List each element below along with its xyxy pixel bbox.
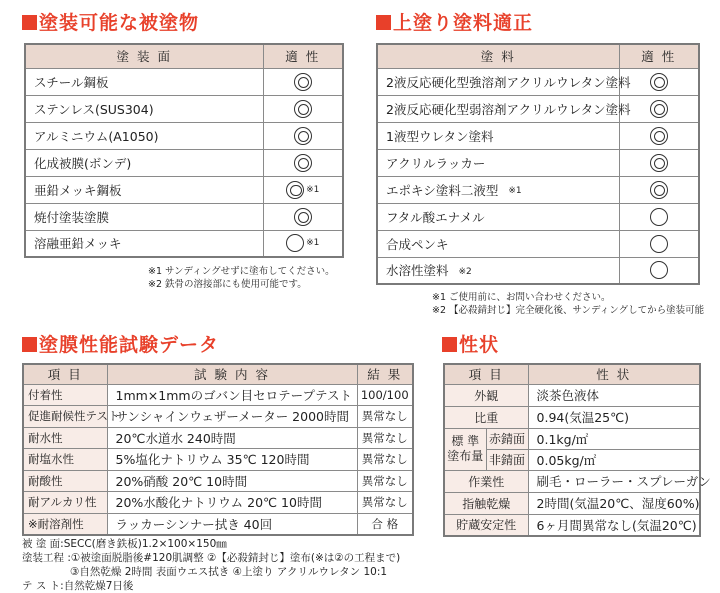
topcoat-note-1: ※1 ご使用前に、お問い合わせください。	[432, 292, 611, 303]
coverage-rust-label: 赤錆面	[486, 428, 528, 449]
row-note: ※1	[306, 238, 320, 249]
gravity-value: 0.94(気温25℃)	[528, 406, 700, 428]
double-circle-icon	[294, 127, 312, 145]
double-circle-icon	[650, 181, 668, 199]
header-item: 項 目	[444, 364, 528, 384]
table-row	[23, 427, 413, 449]
row-fit	[619, 230, 699, 257]
test-result: 異常なし	[357, 427, 413, 449]
table-row	[444, 492, 700, 514]
header-fit: 適 性	[263, 44, 343, 68]
substrates-heading: 塗装可能な被塗物	[22, 8, 199, 35]
table-header	[25, 44, 343, 68]
double-circle-icon	[294, 208, 312, 226]
row-fit	[263, 230, 343, 257]
table-row	[377, 230, 699, 257]
double-circle-icon	[294, 100, 312, 118]
test-content: 5%塩化ナトリウム 35℃ 120時間	[107, 449, 357, 471]
tools-label: 作業性	[444, 470, 528, 492]
double-circle-icon	[650, 154, 668, 172]
test-item: 耐アルカリ性	[23, 492, 107, 514]
row-fit	[619, 68, 699, 95]
coverage-nonrust-label: 非錆面	[486, 449, 528, 470]
test-content: 1mm×1mmのゴバン目セロテープテスト	[107, 384, 357, 406]
row-name: スチール鋼板	[25, 68, 263, 95]
row-fit	[263, 149, 343, 176]
test-item: 促進耐候性テスト	[23, 406, 107, 428]
topcoat-table	[376, 43, 700, 285]
test-heading: 塗膜性能試験データ	[22, 330, 219, 357]
coverage-label: 標 準 塗布量	[444, 428, 486, 470]
test-item: 耐酸性	[23, 470, 107, 492]
test-note-process: 塗装工程 :①被塗面脱脂後#120肌調整 ②【必殺錆封じ】塗布(※は②の工程まで)	[22, 552, 401, 564]
table-header	[444, 364, 700, 384]
test-item: 付着性	[23, 384, 107, 406]
test-note-process-cont: ③自然乾燥 2時間 表面ウエス拭き ④上塗り アクリルウレタン 10:1	[70, 566, 388, 578]
table-row	[25, 122, 343, 149]
coverage-rust-value: 0.1kg/㎡	[528, 428, 700, 449]
header-property: 性 状	[528, 364, 700, 384]
table-row	[377, 149, 699, 176]
circle-icon	[650, 208, 668, 226]
coverage-nonrust-value: 0.05kg/㎡	[528, 449, 700, 470]
table-row	[444, 470, 700, 492]
row-name-text: エポキシ塗料二液型	[386, 182, 499, 198]
row-fit	[263, 122, 343, 149]
double-circle-icon	[294, 154, 312, 172]
double-circle-icon	[294, 73, 312, 91]
topcoat-heading: 上塗り塗料適正	[376, 8, 533, 35]
double-circle-icon	[650, 127, 668, 145]
test-content: サンシャインウェザーメーター 2000時間	[107, 406, 357, 428]
row-fit	[263, 176, 343, 203]
row-fit	[263, 95, 343, 122]
row-fit	[263, 68, 343, 95]
table-row	[444, 428, 700, 449]
table-row	[377, 122, 699, 149]
header-fit: 適 性	[619, 44, 699, 68]
table-row	[25, 230, 343, 257]
gravity-label: 比重	[444, 406, 528, 428]
dry-value: 2時間(気温20℃、湿度60%)	[528, 492, 700, 514]
table-row	[444, 384, 700, 406]
table-row	[25, 95, 343, 122]
substrates-notes	[148, 265, 335, 291]
table-row	[377, 176, 699, 203]
table-row	[23, 513, 413, 535]
table-header	[23, 364, 413, 384]
test-notes	[22, 537, 400, 593]
double-circle-icon	[650, 100, 668, 118]
row-fit	[263, 203, 343, 230]
row-fit	[619, 95, 699, 122]
table-row	[377, 95, 699, 122]
table-row	[377, 257, 699, 284]
row-name: フタル酸エナメル	[377, 203, 619, 230]
test-table	[22, 363, 414, 536]
dry-label: 指触乾燥	[444, 492, 528, 514]
test-content: ラッカーシンナー拭き 40回	[107, 513, 357, 535]
substrates-note-1: ※1 サンディングせずに塗布してください。	[148, 266, 335, 277]
row-name: 焼付塗装塗膜	[25, 203, 263, 230]
header-surface: 塗 装 面	[25, 44, 263, 68]
heading-square-icon	[376, 15, 391, 30]
table-row	[23, 492, 413, 514]
row-name: 1液型ウレタン塗料	[377, 122, 619, 149]
row-name: アルミニウム(A1050)	[25, 122, 263, 149]
row-fit	[619, 257, 699, 284]
topcoat-note-2: ※2 【必殺錆封じ】完全硬化後、サンディングしてから塗装可能	[432, 305, 705, 316]
test-result: 合 格	[357, 513, 413, 535]
substrates-table	[24, 43, 344, 258]
test-note-test: テ ス ト:自然乾燥7日後	[22, 580, 134, 592]
test-content: 20%硝酸 20℃ 10時間	[107, 470, 357, 492]
test-result: 異常なし	[357, 470, 413, 492]
circle-icon	[650, 261, 668, 279]
row-name	[377, 176, 619, 203]
table-row	[25, 203, 343, 230]
props-table	[443, 363, 711, 537]
circle-icon	[286, 234, 304, 252]
table-header	[377, 44, 699, 68]
row-name: 2液反応硬化型弱溶剤アクリルウレタン塗料	[377, 95, 619, 122]
table-row	[444, 406, 700, 428]
row-name: 亜鉛メッキ鋼板	[25, 176, 263, 203]
header-item: 項 目	[23, 364, 107, 384]
table-row	[23, 449, 413, 471]
row-name	[377, 257, 619, 284]
header-content: 試 験 内 容	[107, 364, 357, 384]
test-item: 耐水性	[23, 427, 107, 449]
test-note-surface: 被 塗 面:SECC(磨き鉄板)1.2×100×150㎜	[22, 538, 227, 550]
row-fit	[619, 122, 699, 149]
storage-label: 貯蔵安定性	[444, 514, 528, 536]
double-circle-icon	[650, 73, 668, 91]
table-row	[444, 514, 700, 536]
table-row	[23, 470, 413, 492]
row-name-text: 水溶性塗料	[386, 263, 449, 279]
test-item: 耐塩水性	[23, 449, 107, 471]
row-note: ※1	[508, 186, 522, 196]
heading-square-icon	[442, 337, 457, 352]
storage-value: 6ヶ月間異常なし(気温20℃)	[528, 514, 700, 536]
table-row	[25, 149, 343, 176]
row-fit	[619, 149, 699, 176]
table-row	[25, 68, 343, 95]
table-row	[25, 176, 343, 203]
appearance-label: 外観	[444, 384, 528, 406]
heading-square-icon	[22, 15, 37, 30]
row-name: アクリルラッカー	[377, 149, 619, 176]
row-note: ※2	[458, 266, 472, 277]
table-row	[23, 384, 413, 406]
header-paint: 塗 料	[377, 44, 619, 68]
circle-icon	[650, 235, 668, 253]
row-name: ステンレス(SUS304)	[25, 95, 263, 122]
tools-value: 刷毛・ローラー・スプレーガン	[528, 470, 700, 492]
table-row	[377, 203, 699, 230]
test-content: 20℃水道水 240時間	[107, 427, 357, 449]
appearance-value: 淡茶色液体	[528, 384, 700, 406]
test-result: 異常なし	[357, 406, 413, 428]
row-name: 2液反応硬化型強溶剤アクリルウレタン塗料	[377, 68, 619, 95]
substrates-note-2: ※2 鉄骨の溶接部にも使用可能です。	[148, 279, 307, 290]
props-heading: 性状	[442, 330, 499, 357]
test-content: 20%水酸化ナトリウム 20℃ 10時間	[107, 492, 357, 514]
heading-square-icon	[22, 337, 37, 352]
row-fit	[619, 176, 699, 203]
test-result: 100/100	[357, 384, 413, 406]
test-item: ※耐溶剤性	[23, 513, 107, 535]
row-note: ※1	[306, 184, 320, 195]
test-result: 異常なし	[357, 492, 413, 514]
row-name: 合成ペンキ	[377, 230, 619, 257]
table-row	[23, 406, 413, 428]
test-result: 異常なし	[357, 449, 413, 471]
row-name: 溶融亜鉛メッキ	[25, 230, 263, 257]
topcoat-notes	[432, 291, 704, 317]
header-result: 結 果	[357, 364, 413, 384]
row-name: 化成被膜(ボンデ)	[25, 149, 263, 176]
row-fit	[619, 203, 699, 230]
table-row	[377, 68, 699, 95]
double-circle-icon	[286, 181, 304, 199]
